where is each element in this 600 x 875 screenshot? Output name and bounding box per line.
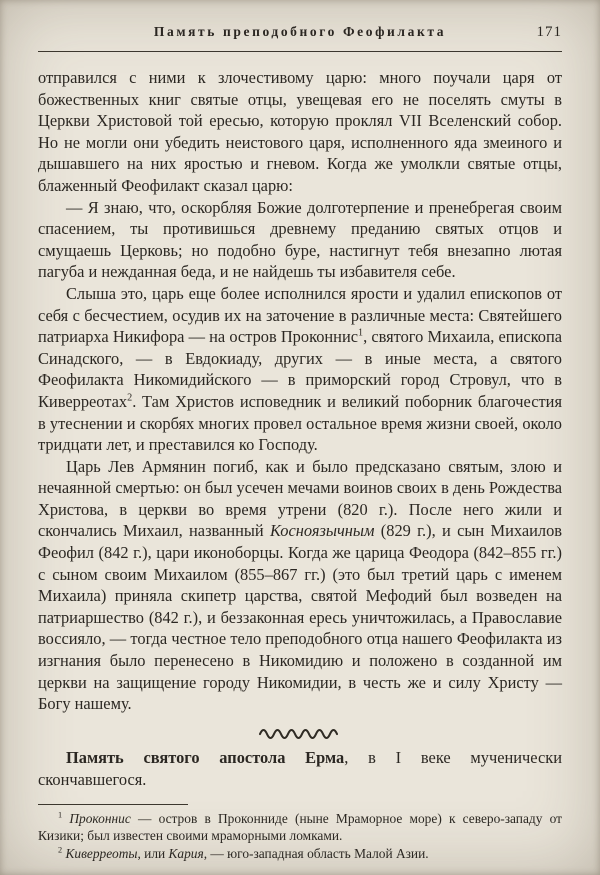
text-run: , или — [137, 845, 169, 861]
flourish-icon — [257, 726, 343, 740]
text-run: , в I веке мученически скончавшегося. — [38, 748, 562, 789]
text-run: Кария — [168, 845, 204, 861]
text-run: — Я знаю, что, оскорбляя Божие долготерпение и пренебрегая своим спасением, ты противишься древнему преданию святых отцов и смущаешь Церковь; но подобно буре, настигнут тебя внезапно лютая пагуба и нежданная беда, и не найдешь ты избавителя себе. — [38, 197, 562, 282]
text-run: , святого Михаила, епископа Синадского, — в Евдокиаду, других — в иные места, а святого Феофилакта Никомидийского — в приморский город Стровул, что в Киверреотах — [38, 327, 562, 411]
text-run: Слыша это, царь еще более исполнился ярости и удалил епископов от себя с бесчестием, осудив их на заточение в различные места: Святейшего патриарха Никифора — на остров Проконнис — [38, 283, 562, 347]
paragraphs — [38, 67, 562, 715]
footnote-marker: 1 — [58, 810, 63, 820]
text-run: Косноязычным — [270, 521, 375, 541]
page-header — [38, 24, 562, 52]
section-ornament — [38, 724, 562, 740]
body-text — [38, 67, 562, 790]
paragraph-aftermath — [38, 456, 562, 715]
paragraphs-after-ornament — [38, 747, 562, 790]
text-run: (829 г.), и сын Михаилов Феофил (842 г.), цари иконоборцы. Когда же царица Феодора (842–855 гг.) с сыном своим Михаилом (855–867 гг.) (это был третий царь с именем Михаила) приняла скипетр царства, святой Мефодий был возведен на патриаршество (842 г.), и беззаконная ересь уничтожилась, а Православие воссияло, — тогда честное тело преподобного отца нашего Феофилакта из изгнания было перенесено в Никомидию и положено в созданной им церкви на защищение городу Никомидии, в честь же и силу Христу — Богу нашему. — [38, 521, 563, 714]
running-head — [38, 24, 562, 44]
paragraph-continuation — [38, 67, 562, 197]
running-title: Память преподобного Феофилакта — [153, 24, 447, 39]
paragraph-herma — [38, 747, 562, 790]
text-run: . Там Христов исповедник и великий поборник благочестия в утеснении и скорбях многих провел остальное время жизни своей, около тридцати лет, и преставился ко Господу. — [38, 391, 562, 455]
footnote-marker: 1 — [358, 327, 364, 339]
text-run: Проконнис — [69, 811, 131, 827]
footnote-marker: 2 — [58, 845, 63, 855]
text-run: отправился с ними к злочестивому царю: много поучали царя от божественных книг святые отцы, увещевая его не поселять смуты в Церкви Христовой той ересью, которую проклял VII Вселенский собор. Но не могли они убедить неистового царя, исполненного яда змеиного и дышавшего на них яростью и гневом. Когда же умолкли святые отцы, блаженный Феофилакт сказал царю: — [38, 68, 562, 195]
footnote-2 — [38, 845, 562, 862]
footnote-area — [38, 804, 562, 862]
text-run: Царь Лев Армянин погиб, как и было предсказано святым, злою и нечаянной смертью: он был усечен мечами воинов своих в день Рождества Христова, в церкви во время утрени (820 г.). После него жили и скончались Михаил, названный — [38, 456, 562, 541]
text-run: — остров в Проконниде (ныне Мраморное море) к северо-западу от Кизики; был известен своими мраморными ломками. — [38, 811, 562, 844]
text-run: , — юго-западная область Малой Азии. — [203, 845, 429, 861]
text-run: Киверреоты — [65, 845, 138, 861]
footnote-rule — [38, 804, 188, 805]
text-run: Память святого апостола Ерма — [66, 748, 345, 768]
paragraph-exile — [38, 283, 562, 456]
footnotes — [38, 810, 562, 862]
paragraph-speech — [38, 197, 562, 283]
footnote-1 — [38, 810, 562, 844]
header-rule — [38, 51, 562, 52]
footnote-marker: 2 — [127, 392, 133, 404]
page-number: 171 — [536, 24, 562, 40]
